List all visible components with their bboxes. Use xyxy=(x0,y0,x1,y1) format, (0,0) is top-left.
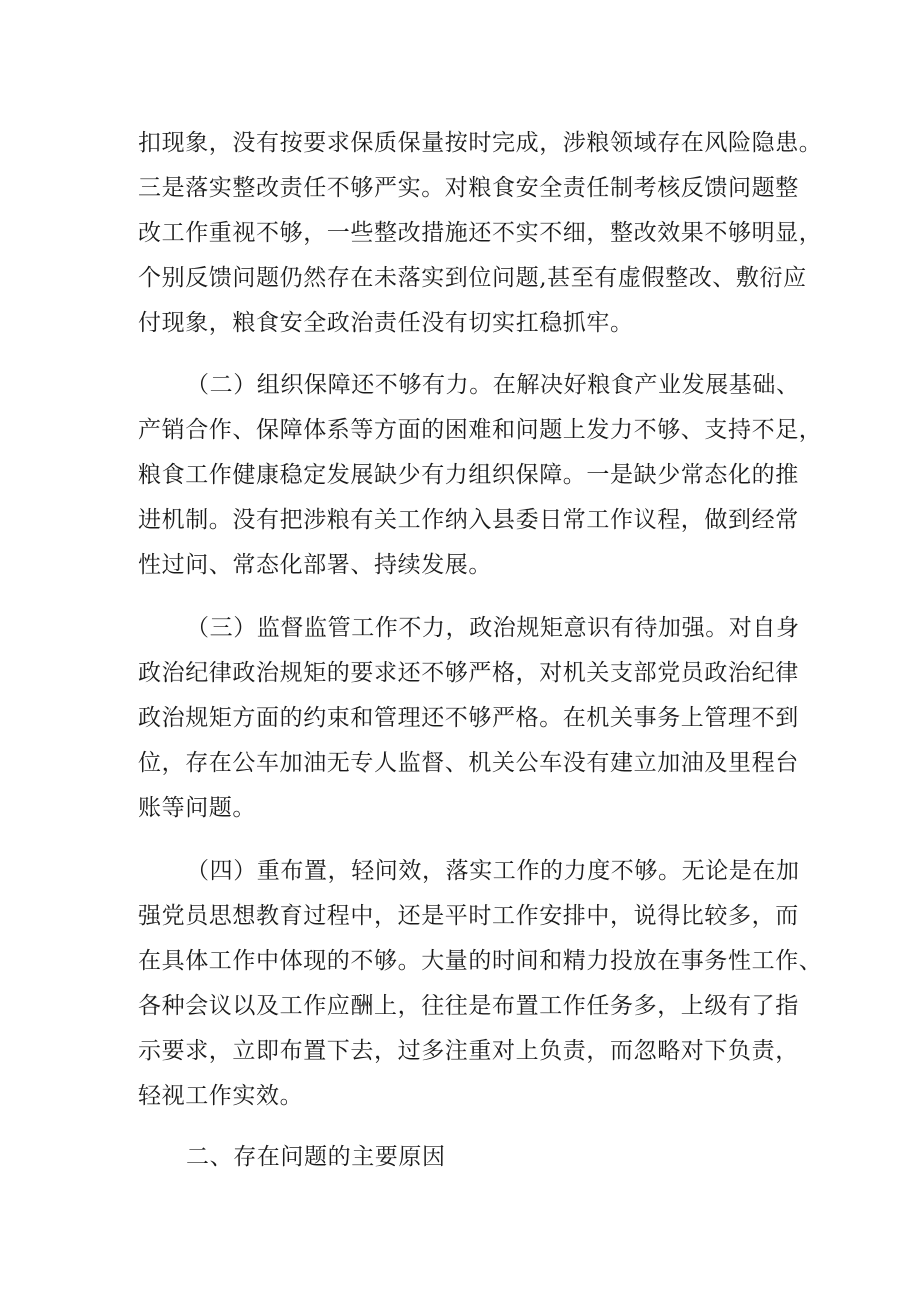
text-line: 位，存在公车加油无专人监督、机关公车没有建立加油及里程台 xyxy=(138,750,799,776)
text-line: 各种会议以及工作应酬上，往往是布置工作任务多，上级有了指 xyxy=(138,993,799,1019)
text-line: 示要求，立即布置下去，过多注重对上负责，而忽略对下负责， xyxy=(138,1038,799,1064)
text-line: 付现象，粮食安全政治责任没有切实扛稳抓牢。 xyxy=(138,310,634,336)
text-line: 政治规矩方面的约束和管理还不够严格。在机关事务上管理不到 xyxy=(138,705,799,731)
text-line: 性过问、常态化部署、持续发展。 xyxy=(138,552,492,578)
text-line: 个别反馈问题仍然存在未落实到位问题,甚至有虚假整改、敷衍应 xyxy=(138,265,807,291)
text-line: 账等问题。 xyxy=(138,795,256,821)
text-line: 产销合作、保障体系等方面的困难和问题上发力不够、支持不足， xyxy=(138,417,823,443)
text-line: 粮食工作健康稳定发展缺少有力组织保障。一是缺少常态化的推 xyxy=(138,462,799,488)
paragraph-start-line: （二）组织保障还不够有力。在解决好粮食产业发展基础、 xyxy=(186,372,800,398)
text-line: 政治纪律政治规矩的要求还不够严格，对机关支部党员政治纪律 xyxy=(138,660,799,686)
text-line: 进机制。没有把涉粮有关工作纳入县委日常工作议程，做到经常 xyxy=(138,507,799,533)
text-line: 扣现象，没有按要求保质保量按时完成，涉粮领域存在风险隐患。 xyxy=(138,130,823,156)
paragraph-start-line: （三）监督监管工作不力，政治规矩意识有待加强。对自身 xyxy=(186,615,800,641)
text-line: 轻视工作实效。 xyxy=(138,1083,304,1109)
text-line: 强党员思想教育过程中，还是平时工作安排中，说得比较多，而 xyxy=(138,903,799,929)
text-line: 三是落实整改责任不够严实。对粮食安全责任制考核反馈问题整 xyxy=(138,175,799,201)
paragraph-start-line: （四）重布置，轻问效，落实工作的力度不够。无论是在加 xyxy=(186,858,800,884)
text-line: 在具体工作中体现的不够。大量的时间和精力投放在事务性工作、 xyxy=(138,948,823,974)
section-heading: 二、存在问题的主要原因 xyxy=(186,1144,446,1170)
text-line: 改工作重视不够，一些整改措施还不实不细，整改效果不够明显， xyxy=(138,220,823,246)
